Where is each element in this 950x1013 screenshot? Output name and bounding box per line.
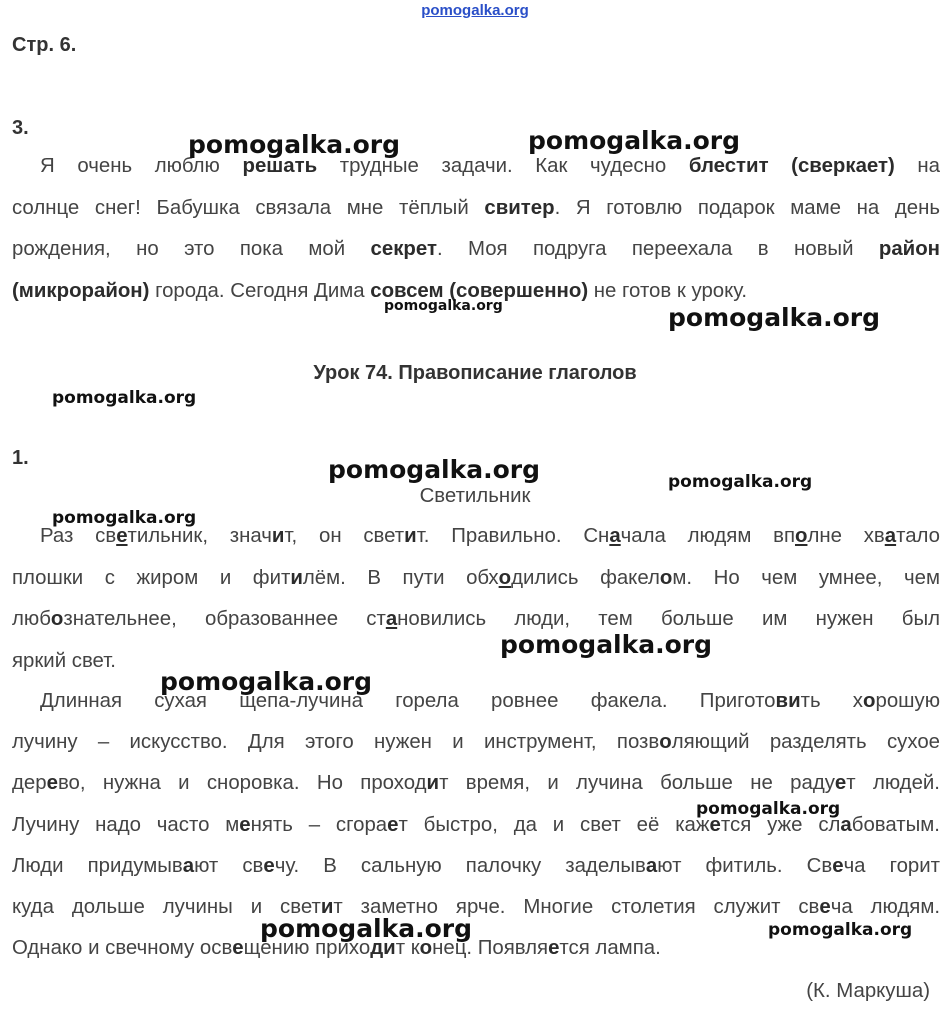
author: (К. Маркуша) [806,980,930,1002]
watermark: pomogalka.org [52,508,197,528]
ex1-line: Однако и свечному освещению приходит конец. Появляется лампа. [12,937,661,959]
ex3-line: (микрорайон) города. Сегодня Дима совсем (совершенно) не готов к уроку. [12,280,748,302]
site-link[interactable]: pomogalka.org [421,2,529,19]
highlighted-letter: е [548,937,560,959]
watermark: pomogalka.org [668,303,881,332]
bold-word: (микрорайон) [12,280,150,302]
exercise-3-number: 3. [12,117,29,139]
highlighted-letter: е [834,772,847,794]
highlighted-letter: е [832,855,844,877]
highlighted-letter: и [271,525,285,547]
watermark: pomogalka.org [188,130,401,159]
watermark: pomogalka.org [384,298,503,314]
ex1-line: куда дольше лучины и светит заметно ярче. Многие столетия служит свеча людям. [12,896,941,918]
ex3-line: солнце снег! Бабушка связала мне тёплый свитер. Я готовлю подарок маме на день [12,197,940,219]
highlighted-letter: е [116,525,128,547]
ex1-line: Люди придумывают свечу. В сальную палочку заделывают фитиль. Свеча горит [12,855,941,877]
highlighted-letter: а [840,814,852,836]
highlighted-letter: о [498,567,512,589]
watermark: pomogalka.org [500,630,713,659]
highlighted-letter: а [884,525,897,547]
watermark: pomogalka.org [528,126,741,155]
watermark: pomogalka.org [328,455,541,484]
highlighted-letter: е [709,814,721,836]
highlighted-letter: о [419,937,433,959]
highlighted-letter: и [426,772,440,794]
highlighted-letter: е [819,896,831,918]
highlighted-letter: о [50,608,64,630]
highlighted-letter: а [385,608,398,630]
watermark: pomogalka.org [160,667,373,696]
bold-word: совсем (совершенно) [370,280,589,302]
highlighted-letter: а [645,855,658,877]
bold-word: решать [242,155,318,177]
ex1-line: дерево, нужна и сноровка. Но проходит время, и лучина больше не радует людей. [12,772,940,794]
watermark: pomogalka.org [260,914,473,943]
highlighted-letter: е [232,937,244,959]
ex3-line: рождения, но это пока мой секрет. Моя подруга переехала в новый район [12,238,940,260]
ex1-line: Длинная сухая щепа-лучина горела ровнее факела. Приготовить хорошую [40,690,941,712]
watermark: pomogalka.org [668,472,813,492]
bold-word: район [878,238,940,260]
bold-word: секрет [370,238,437,260]
highlighted-letter: о [794,525,808,547]
highlighted-letter: о [659,731,672,753]
highlighted-letter: е [239,814,251,836]
text-title: Светильник [419,485,531,507]
highlighted-letter: и [383,937,396,959]
watermark: pomogalka.org [696,799,841,819]
ex3-line: Я очень люблю решать трудные задачи. Как чудесно блестит (сверкает) на [40,155,940,177]
highlighted-letter: д [370,937,384,959]
highlighted-letter: е [263,855,275,877]
highlighted-letter: ви [775,690,801,712]
highlighted-letter: о [659,567,673,589]
highlighted-letter: и [404,525,417,547]
highlighted-letter: а [609,525,621,547]
ex1-line: лучину – искусство. Для этого нужен и инструмент, позволяющий разделять сухое [12,731,940,753]
watermark: pomogalka.org [52,388,197,408]
highlighted-letter: е [46,772,58,794]
ex1-line: Раз светильник, значит, он светит. Правильно. Сначала людям вполне хватало [40,525,941,547]
ex1-line: любознательнее, образованнее становились люди, тем больше им нужен был [12,608,941,630]
bold-word: блестит (сверкает) [688,155,895,177]
watermark: pomogalka.org [768,920,913,940]
page-label: Стр. 6. [12,34,77,56]
ex1-line: Лучину надо часто менять – сгорает быстро, да и свет её кажется уже слабоватым. [12,814,940,836]
lesson-title: Урок 74. Правописание глаголов [313,362,637,384]
exercise-1-number: 1. [12,447,29,469]
highlighted-letter: о [863,690,876,712]
highlighted-letter: а [182,855,195,877]
highlighted-letter: и [290,567,303,589]
bold-word: свитер [484,197,555,219]
highlighted-letter: е [387,814,399,836]
ex1-line: яркий свет. [12,650,116,672]
ex1-line: плошки с жиром и фитилём. В пути обходились факелом. Но чем умнее, чем [12,567,940,589]
highlighted-letter: и [320,896,334,918]
